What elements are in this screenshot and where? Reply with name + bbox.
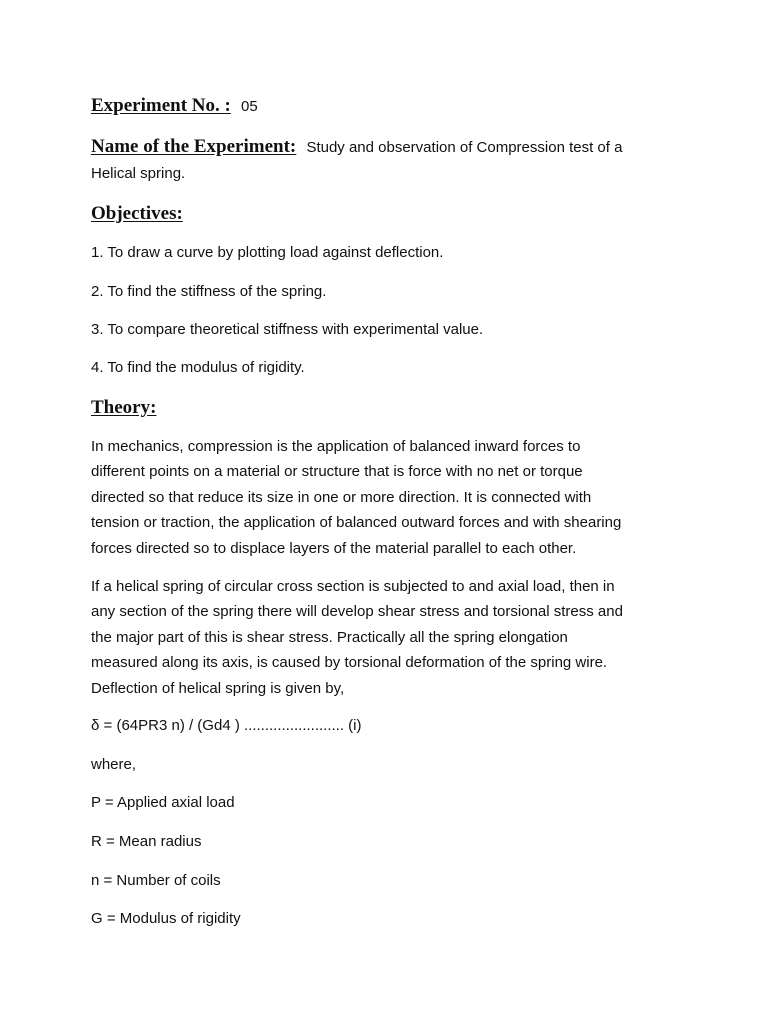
experiment-name-value-continued: Helical spring. bbox=[91, 165, 186, 182]
paragraph-line: the major part of this is shear stress. Practically all the spring elongation bbox=[91, 628, 568, 646]
theory-heading: Theory: bbox=[91, 397, 157, 418]
experiment-name-value: Study and observation of Compression test of a bbox=[306, 139, 623, 156]
experiment-number-line bbox=[91, 94, 258, 118]
objective-item: 4. To find the modulus of rigidity. bbox=[91, 359, 305, 376]
experiment-name-label: Name of the Experiment: bbox=[91, 136, 297, 157]
paragraph-line: forces directed so to displace layers of the material parallel to each other. bbox=[91, 539, 577, 557]
paragraph-line: any section of the spring there will develop shear stress and torsional stress and bbox=[91, 603, 623, 621]
experiment-name-line bbox=[91, 135, 622, 159]
paragraph-line: If a helical spring of circular cross section is subjected to and axial load, then in bbox=[91, 578, 615, 595]
theory-paragraph-2 bbox=[91, 574, 681, 701]
definition-item: P = Applied axial load bbox=[91, 794, 235, 811]
paragraph-line: measured along its axis, is caused by torsional deformation of the spring wire. bbox=[91, 654, 608, 672]
paragraph-line: In mechanics, compression is the application of balanced inward forces to bbox=[91, 438, 581, 455]
objectives-heading: Objectives: bbox=[91, 203, 183, 224]
paragraph-line: tension or traction, the application of balanced outward forces and with shearing bbox=[91, 514, 622, 532]
objective-item: 1. To draw a curve by plotting load against deflection. bbox=[91, 244, 444, 261]
definition-item: n = Number of coils bbox=[91, 872, 221, 889]
theory-paragraph-1 bbox=[91, 434, 681, 561]
paragraph-line: directed so that reduce its size in one or more direction. It is connected with bbox=[91, 488, 592, 506]
objective-item: 2. To find the stiffness of the spring. bbox=[91, 283, 327, 300]
definition-item: G = Modulus of rigidity bbox=[91, 910, 241, 927]
paragraph-line: different points on a material or structure that is force with no net or torque bbox=[91, 463, 583, 481]
where-label: where, bbox=[91, 756, 137, 773]
experiment-number-label: Experiment No. : bbox=[91, 95, 231, 116]
deflection-formula: δ = (64PR3 n) / (Gd4 ) ........................ (i) bbox=[91, 717, 362, 734]
paragraph-line: Deflection of helical spring is given by, bbox=[91, 679, 345, 697]
experiment-number-value: 05 bbox=[241, 98, 258, 115]
objective-item: 3. To compare theoretical stiffness with experimental value. bbox=[91, 321, 484, 338]
definition-item: R = Mean radius bbox=[91, 833, 202, 850]
